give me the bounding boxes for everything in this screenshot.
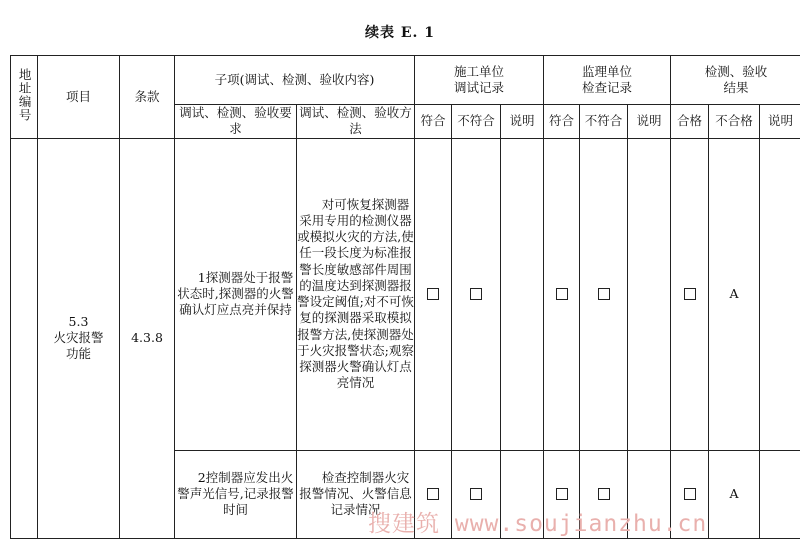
- table-row: [11, 138, 800, 450]
- inspection-table: [10, 55, 800, 539]
- header-sub-item: 子项(调试、检测、验收内容): [175, 56, 415, 105]
- supervision-remark-cell: [628, 138, 671, 450]
- header-method: 调试、检测、验收方法: [297, 105, 415, 139]
- construction-remark-cell: [501, 138, 544, 450]
- header-supervision-unit: 监理单位 检查记录: [544, 56, 671, 105]
- header-unqualified: 不合格: [709, 105, 760, 139]
- result-grade: A: [709, 450, 760, 538]
- header-conform: 符合: [415, 105, 452, 139]
- header-remark: 说明: [628, 105, 671, 139]
- method-cell: 检查控制器火灾报警情况、火警信息记录情况: [297, 450, 415, 538]
- supervision-conform-checkbox[interactable]: [544, 138, 580, 450]
- result-grade: A: [709, 138, 760, 450]
- requirement-cell: 1探测器处于报警状态时,探测器的火警确认灯应点亮并保持: [175, 138, 297, 450]
- header-remark: 说明: [760, 105, 800, 139]
- clause-cell: 4.3.8: [120, 138, 175, 538]
- construction-conform-checkbox[interactable]: [415, 138, 452, 450]
- header-row-1: [11, 56, 800, 105]
- header-nonconform: 不符合: [452, 105, 501, 139]
- construction-nonconform-checkbox[interactable]: [452, 138, 501, 450]
- header-construction-unit: 施工单位 调试记录: [415, 56, 544, 105]
- header-requirements: 调试、检测、验收要求: [175, 105, 297, 139]
- header-clause: 条款: [120, 56, 175, 139]
- header-qualified: 合格: [671, 105, 709, 139]
- address-no-cell: [11, 138, 38, 538]
- result-remark-cell: [760, 138, 800, 450]
- header-result: 检测、验收 结果: [671, 56, 800, 105]
- requirement-cell: 2控制器应发出火警声光信号,记录报警时间: [175, 450, 297, 538]
- method-cell: 对可恢复探测器采用专用的检测仪器或模拟火灾的方法,使任一段长度为标准报警长度敏感部件周围的温度达到探测器报警设定阈值;对不可恢复的探测器采取模拟报警方法,使探测器处于火灾报警状态;观察探测器火警确认灯点亮情况: [297, 138, 415, 450]
- result-qualified-checkbox[interactable]: [671, 138, 709, 450]
- table-title: 续表 E. 1: [364, 25, 436, 41]
- header-remark: 说明: [501, 105, 544, 139]
- header-project: 项目: [38, 56, 120, 139]
- header-address-no: 地址编号: [11, 56, 38, 139]
- supervision-nonconform-checkbox[interactable]: [580, 138, 628, 450]
- header-conform: 符合: [544, 105, 580, 139]
- header-nonconform: 不符合: [580, 105, 628, 139]
- watermark: 搜建筑 www.soujianzhu.cn: [368, 511, 708, 537]
- project-cell: 5.3 火灾报警 功能: [38, 138, 120, 538]
